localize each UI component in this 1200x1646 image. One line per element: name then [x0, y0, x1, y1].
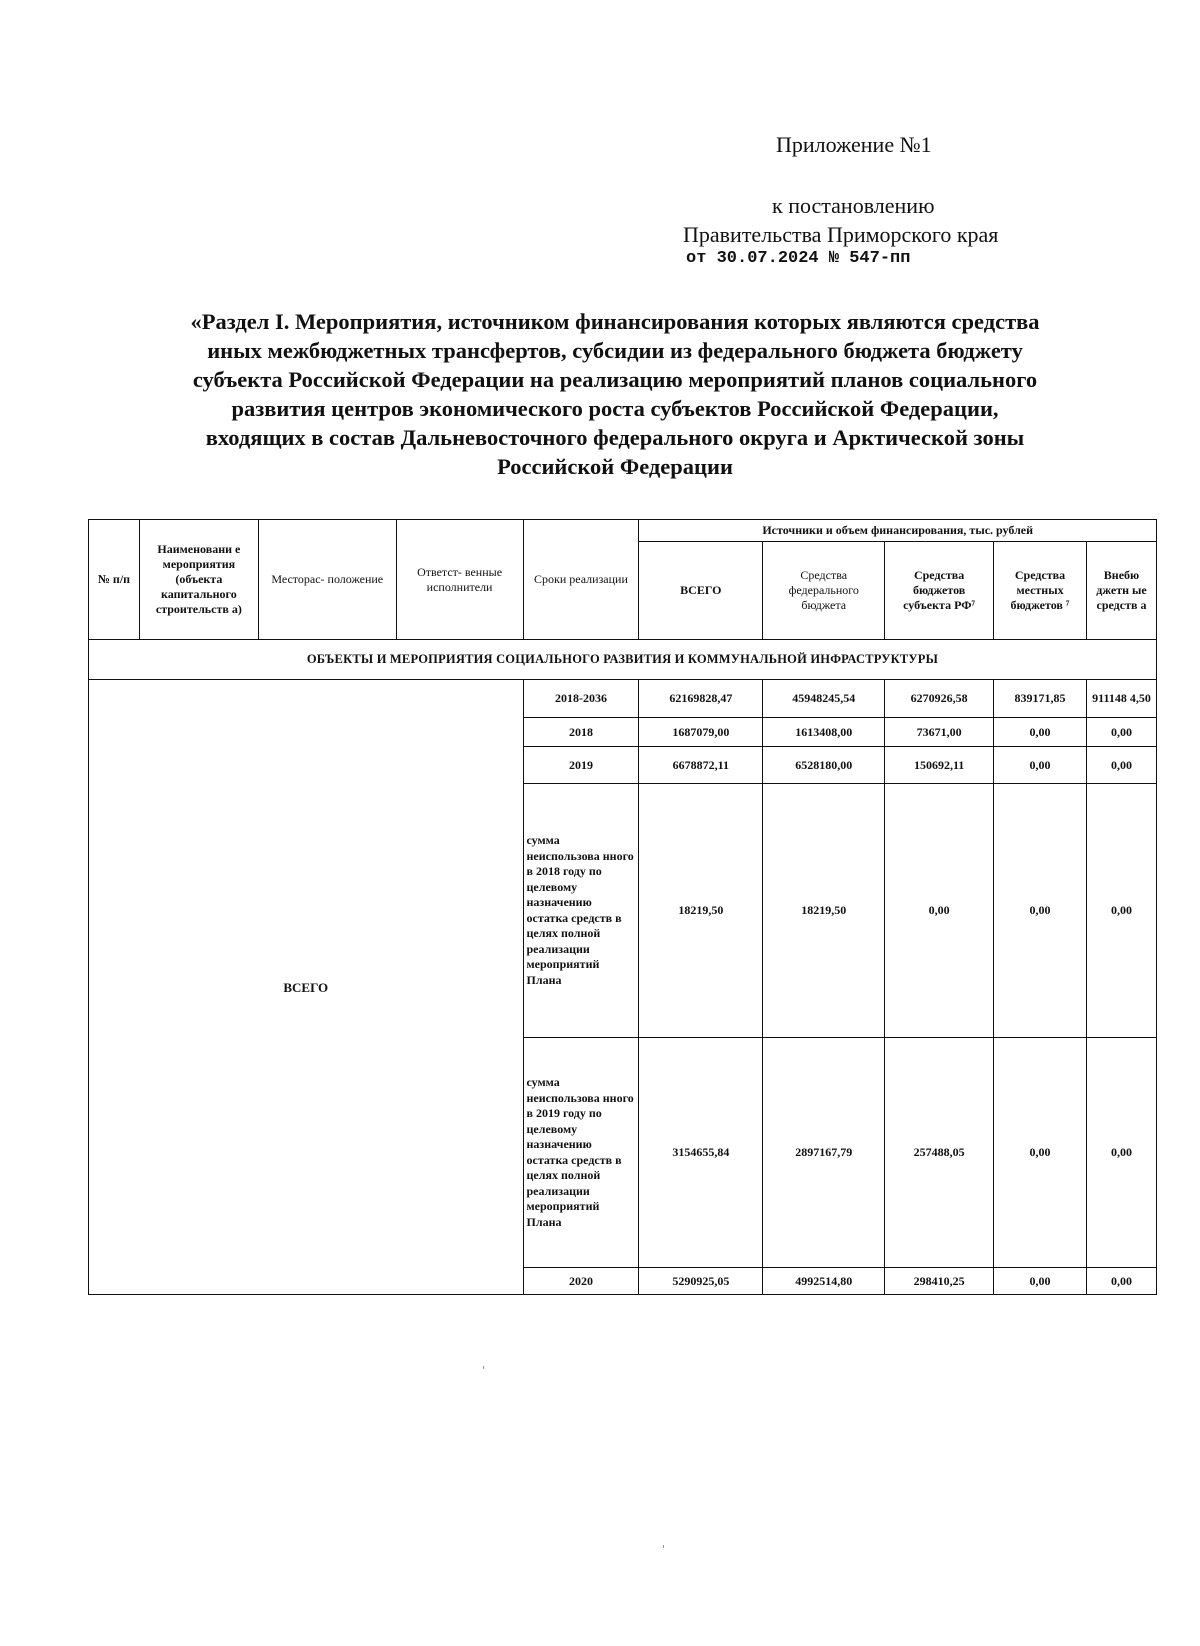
section-row-title: ОБЪЕКТЫ И МЕРОПРИЯТИЯ СОЦИАЛЬНОГО РАЗВИТИЯ И КОММУНАЛЬНОЙ ИНФРАСТРУКТУРЫ [89, 640, 1157, 680]
offbudget-cell: 0,00 [1086, 1038, 1156, 1268]
offbudget-cell: 0,00 [1086, 1268, 1156, 1295]
col-num-header: № п/п [89, 520, 140, 640]
total-cell: 18219,50 [639, 784, 763, 1038]
regional-cell: 73671,00 [885, 718, 994, 747]
table-row [89, 680, 1157, 718]
section-row [89, 640, 1157, 680]
federal-cell: 6528180,00 [763, 747, 885, 784]
period-cell: сумма неиспользова нного в 2018 году по целевому назначению остатка средств в целях полной реализации мероприятий Плана [523, 784, 639, 1038]
col-total-header: ВСЕГО [639, 542, 763, 640]
col-executors-header: Ответст- венные исполнители [396, 520, 523, 640]
col-name-header: Наименовани е мероприятия (объекта капитального строительств а) [139, 520, 258, 640]
offbudget-cell: 911148 4,50 [1086, 680, 1156, 718]
offbudget-cell: 0,00 [1086, 784, 1156, 1038]
local-cell: 0,00 [994, 1038, 1087, 1268]
federal-cell: 4992514,80 [763, 1268, 885, 1295]
total-cell: 6678872,11 [639, 747, 763, 784]
local-cell: 0,00 [994, 747, 1087, 784]
col-local-header: Средства местных бюджетов ⁷ [994, 542, 1087, 640]
period-cell: 2019 [523, 747, 639, 784]
period-cell: 2018-2036 [523, 680, 639, 718]
title-line: субъекта Российской Федерации на реализацию мероприятий планов социального [192, 367, 1038, 392]
period-cell: 2020 [523, 1268, 639, 1295]
col-location-header: Месторас- положение [258, 520, 396, 640]
col-sources-group-header: Источники и объем финансирования, тыс. рублей [639, 520, 1157, 542]
regional-cell: 298410,25 [885, 1268, 994, 1295]
to-resolution-label: к постановлению [772, 193, 935, 218]
regional-cell: 257488,05 [885, 1038, 994, 1268]
title-line: входящих в состав Дальневосточного федерального округа и Арктической зоны [205, 425, 1025, 450]
local-cell: 0,00 [994, 784, 1087, 1038]
title-line: развития центров экономического роста субъектов Российской Федерации, [231, 396, 999, 421]
regional-cell: 0,00 [885, 784, 994, 1038]
scan-speck [663, 1545, 664, 1548]
government-label: Правительства Приморского края [683, 222, 999, 247]
federal-cell: 18219,50 [763, 784, 885, 1038]
col-offbudget-header: Внебю джетн ые средств а [1086, 542, 1156, 640]
local-cell: 0,00 [994, 718, 1087, 747]
col-period-header: Сроки реализации [523, 520, 639, 640]
total-label-cell: ВСЕГО [89, 680, 524, 1295]
scan-speck [483, 1366, 484, 1369]
section-title [60, 307, 1170, 481]
period-cell: 2018 [523, 718, 639, 747]
appendix-label: Приложение №1 [776, 132, 932, 157]
local-cell: 839171,85 [994, 680, 1087, 718]
offbudget-cell: 0,00 [1086, 747, 1156, 784]
col-regional-header: Средства бюджетов субъекта РФ⁷ [885, 542, 994, 640]
total-cell: 62169828,47 [639, 680, 763, 718]
regional-cell: 150692,11 [885, 747, 994, 784]
federal-cell: 45948245,54 [763, 680, 885, 718]
total-cell: 3154655,84 [639, 1038, 763, 1268]
financing-table [88, 519, 1157, 1295]
title-line: иных межбюджетных трансфертов, субсидии из федерального бюджета бюджету [207, 338, 1023, 363]
federal-cell: 2897167,79 [763, 1038, 885, 1268]
date-number-label: от 30.07.2024 № 547-пп [686, 249, 911, 268]
local-cell: 0,00 [994, 1268, 1087, 1295]
title-line: «Раздел I. Мероприятия, источником финансирования которых являются средства [190, 309, 1040, 334]
total-cell: 5290925,05 [639, 1268, 763, 1295]
federal-cell: 1613408,00 [763, 718, 885, 747]
col-federal-header: Средства федерального бюджета [763, 542, 885, 640]
regional-cell: 6270926,58 [885, 680, 994, 718]
title-line: Российской Федерации [497, 454, 733, 479]
header-row [89, 520, 1157, 542]
period-cell: сумма неиспользова нного в 2019 году по целевому назначению остатка средств в целях полной реализации мероприятий Плана [523, 1038, 639, 1268]
offbudget-cell: 0,00 [1086, 718, 1156, 747]
total-cell: 1687079,00 [639, 718, 763, 747]
